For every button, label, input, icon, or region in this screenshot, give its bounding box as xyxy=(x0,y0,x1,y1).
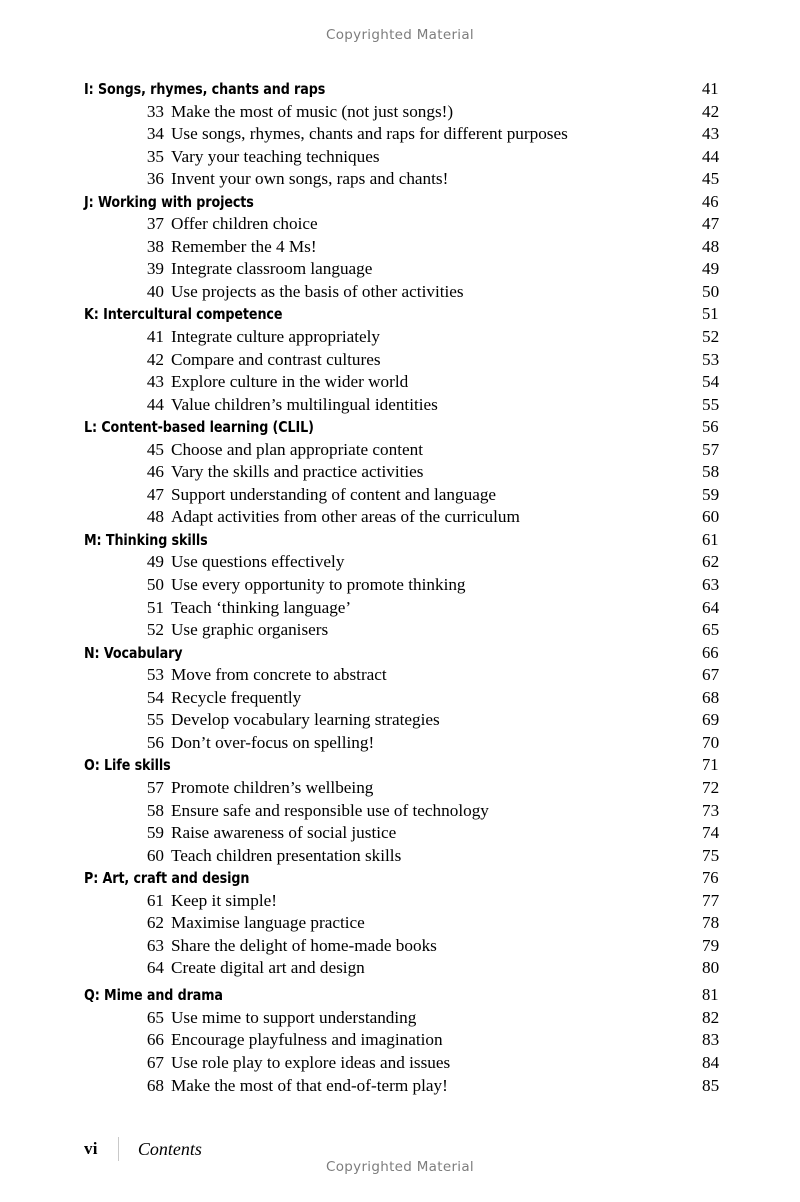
toc-entry-page-number: 77 xyxy=(702,890,720,910)
toc-entry-title: Use graphic organisers xyxy=(171,620,329,640)
toc-entry-title: Teach ‘thinking language’ xyxy=(171,597,352,617)
toc-entry-row[interactable] xyxy=(84,439,729,462)
toc-entry-title: Value children’s multilingual identities xyxy=(171,394,438,414)
toc-section xyxy=(84,754,729,867)
toc-section-heading-row[interactable] xyxy=(84,642,729,665)
toc-entry-row[interactable] xyxy=(84,845,729,868)
toc-section xyxy=(84,303,729,416)
toc-entry-page-number: 68 xyxy=(702,687,720,707)
toc-entry-number: 47 xyxy=(146,484,164,504)
toc-section xyxy=(84,867,729,980)
toc-entry-number: 43 xyxy=(146,372,164,392)
toc-section xyxy=(84,984,729,1097)
toc-section-heading-row[interactable] xyxy=(84,984,729,1007)
toc-entry-page-number: 72 xyxy=(702,777,720,797)
toc-entry-row[interactable] xyxy=(84,281,729,304)
toc-entry-row[interactable] xyxy=(84,709,729,732)
toc-entry-page-number: 63 xyxy=(702,575,720,595)
toc-entry-number: 64 xyxy=(146,958,164,978)
toc-entry-row[interactable] xyxy=(84,1075,729,1098)
toc-entry-number: 34 xyxy=(146,124,164,144)
toc-entry-number: 60 xyxy=(146,845,164,865)
toc-entry-page-number: 73 xyxy=(702,800,720,820)
toc-entry-title: Remember the 4 Ms! xyxy=(171,236,317,256)
toc-entry-row[interactable] xyxy=(84,484,729,507)
toc-entry-page-number: 42 xyxy=(702,101,720,121)
toc-section-page-number: 51 xyxy=(702,304,719,324)
toc-entry-page-number: 58 xyxy=(702,462,720,482)
toc-entry-title: Ensure safe and responsible use of technology xyxy=(171,800,489,820)
toc-section-heading: Q: Mime and drama xyxy=(84,986,223,1005)
toc-entry-page-number: 70 xyxy=(702,732,720,752)
toc-section-heading-row[interactable] xyxy=(84,191,729,214)
toc-entry-number: 51 xyxy=(146,597,164,617)
toc-entry-page-number: 83 xyxy=(702,1030,720,1050)
toc-entry-page-number: 49 xyxy=(702,259,720,279)
toc-entry-row[interactable] xyxy=(84,349,729,372)
toc-entry-page-number: 75 xyxy=(702,845,720,865)
toc-entry-title: Choose and plan appropriate content xyxy=(171,439,424,459)
toc-entry-row[interactable] xyxy=(84,957,729,980)
toc-entry-number: 49 xyxy=(146,552,164,572)
toc-entry-page-number: 67 xyxy=(702,665,720,685)
toc-entry-title: Move from concrete to abstract xyxy=(171,665,387,685)
toc-section-heading-row[interactable] xyxy=(84,78,729,101)
toc-entry-title: Raise awareness of social justice xyxy=(171,823,397,843)
toc-entry-title: Vary the skills and practice activities xyxy=(171,462,424,482)
toc-entry-row[interactable] xyxy=(84,664,729,687)
toc-entry-page-number: 53 xyxy=(702,349,720,369)
toc-entry-number: 42 xyxy=(146,349,164,369)
toc-section-heading-row[interactable] xyxy=(84,416,729,439)
toc-entry-title: Adapt activities from other areas of the curriculum xyxy=(171,507,520,527)
toc-entry-number: 39 xyxy=(146,259,164,279)
toc-section xyxy=(84,642,729,755)
toc-entry-row[interactable] xyxy=(84,236,729,259)
toc-entry-number: 53 xyxy=(146,665,164,685)
toc-entry-title: Make the most of that end-of-term play! xyxy=(171,1075,448,1095)
toc-entry-title: Vary your teaching techniques xyxy=(171,146,380,166)
toc-entry-number: 35 xyxy=(146,146,164,166)
toc-entry-title: Use projects as the basis of other activities xyxy=(171,281,464,301)
toc-entry-page-number: 45 xyxy=(702,169,720,189)
toc-entry-row[interactable] xyxy=(84,912,729,935)
toc-section xyxy=(84,529,729,642)
toc-entry-number: 67 xyxy=(146,1053,164,1073)
toc-entry-title: Integrate culture appropriately xyxy=(171,327,381,347)
toc-entry-page-number: 43 xyxy=(702,124,720,144)
toc-entry-row[interactable] xyxy=(84,371,729,394)
toc-entry-page-number: 44 xyxy=(702,146,720,166)
toc-entry-row[interactable] xyxy=(84,551,729,574)
toc-entry-title: Teach children presentation skills xyxy=(171,845,402,865)
toc-entry-page-number: 47 xyxy=(702,214,720,234)
toc-entry-number: 33 xyxy=(146,101,164,121)
toc-entry-title: Create digital art and design xyxy=(171,958,365,978)
toc-section xyxy=(84,191,729,304)
toc-entry-number: 41 xyxy=(146,327,164,347)
toc-entry-page-number: 69 xyxy=(702,710,720,730)
toc-entry-title: Compare and contrast cultures xyxy=(171,349,381,369)
toc-entry-row[interactable] xyxy=(84,123,729,146)
toc-section-heading: N: Vocabulary xyxy=(84,643,183,662)
toc-entry-page-number: 78 xyxy=(702,913,720,933)
table-of-contents xyxy=(84,78,729,1097)
toc-section xyxy=(84,78,729,191)
toc-section-heading: M: Thinking skills xyxy=(84,530,208,549)
toc-entry-page-number: 62 xyxy=(702,552,720,572)
toc-section-heading: I: Songs, rhymes, chants and raps xyxy=(84,80,326,98)
toc-section-heading-row[interactable] xyxy=(84,754,729,777)
toc-entry-title: Use questions effectively xyxy=(171,552,345,572)
toc-entry-row[interactable] xyxy=(84,258,729,281)
toc-entry-page-number: 59 xyxy=(702,484,720,504)
toc-entry-title: Develop vocabulary learning strategies xyxy=(171,710,440,730)
toc-entry-title: Make the most of music (not just songs!) xyxy=(171,101,454,121)
copyright-watermark-bottom: Copyrighted Material xyxy=(326,1159,474,1175)
toc-entry-row[interactable] xyxy=(84,800,729,823)
toc-section-page-number: 76 xyxy=(702,868,719,888)
toc-section-page-number: 81 xyxy=(702,985,719,1005)
toc-entry-title: Integrate classroom language xyxy=(171,259,373,279)
toc-entry-number: 50 xyxy=(146,575,164,595)
toc-section xyxy=(84,416,729,529)
toc-entry-page-number: 85 xyxy=(702,1075,720,1095)
toc-section-page-number: 71 xyxy=(702,755,719,775)
toc-entry-number: 59 xyxy=(146,823,164,843)
toc-entry-title: Use role play to explore ideas and issues xyxy=(171,1053,451,1073)
toc-entry-title: Recycle frequently xyxy=(171,687,302,707)
toc-entry-page-number: 80 xyxy=(702,958,720,978)
toc-section-heading-row[interactable] xyxy=(84,303,729,326)
toc-entry-row[interactable] xyxy=(84,146,729,169)
toc-entry-number: 40 xyxy=(146,281,164,301)
toc-entry-row[interactable] xyxy=(84,935,729,958)
toc-entry-page-number: 55 xyxy=(702,394,720,414)
toc-entry-title: Support understanding of content and language xyxy=(171,484,497,504)
toc-entry-row[interactable] xyxy=(84,1007,729,1030)
toc-entry-row[interactable] xyxy=(84,732,729,755)
toc-entry-page-number: 60 xyxy=(702,507,720,527)
footer-section-label: Contents xyxy=(137,1138,202,1159)
toc-section-heading: J: Working with projects xyxy=(84,192,254,211)
toc-section-heading-row[interactable] xyxy=(84,867,729,890)
toc-entry-number: 52 xyxy=(146,620,164,640)
toc-section-heading: L: Content-based learning (CLIL) xyxy=(84,418,314,437)
toc-section-heading-row[interactable] xyxy=(84,529,729,552)
toc-entry-number: 63 xyxy=(146,935,164,955)
toc-section-page-number: 61 xyxy=(702,529,719,549)
toc-entry-row[interactable] xyxy=(84,213,729,236)
toc-entry-row[interactable] xyxy=(84,822,729,845)
toc-entry-number: 48 xyxy=(146,507,164,527)
toc-entry-title: Explore culture in the wider world xyxy=(171,372,409,392)
copyright-watermark-top: Copyrighted Material xyxy=(326,27,474,43)
toc-entry-page-number: 64 xyxy=(702,597,720,617)
toc-entry-number: 61 xyxy=(146,890,164,910)
toc-entry-row[interactable] xyxy=(84,168,729,191)
toc-section-page-number: 41 xyxy=(702,79,719,98)
toc-entry-page-number: 50 xyxy=(702,281,720,301)
toc-entry-number: 55 xyxy=(146,710,164,730)
toc-entry-row[interactable] xyxy=(84,687,729,710)
toc-entry-title: Encourage playfulness and imagination xyxy=(171,1030,443,1050)
toc-section-heading: K: Intercultural competence xyxy=(84,305,283,324)
toc-entry-page-number: 48 xyxy=(702,236,720,256)
toc-section-heading: P: Art, craft and design xyxy=(84,869,250,888)
toc-entry-row[interactable] xyxy=(84,326,729,349)
toc-entry-title: Maximise language practice xyxy=(171,913,365,933)
toc-entry-number: 68 xyxy=(146,1075,164,1095)
toc-entry-page-number: 79 xyxy=(702,935,720,955)
toc-entry-page-number: 82 xyxy=(702,1007,720,1027)
toc-entry-row[interactable] xyxy=(84,890,729,913)
toc-entry-page-number: 74 xyxy=(702,823,720,843)
toc-entry-number: 62 xyxy=(146,913,164,933)
toc-entry-row[interactable] xyxy=(84,574,729,597)
toc-entry-number: 45 xyxy=(146,439,164,459)
toc-entry-number: 66 xyxy=(146,1030,164,1050)
toc-entry-row[interactable] xyxy=(84,1052,729,1075)
toc-entry-number: 58 xyxy=(146,800,164,820)
toc-entry-page-number: 65 xyxy=(702,620,720,640)
toc-section-page-number: 56 xyxy=(702,417,719,437)
toc-entry-number: 37 xyxy=(146,214,164,234)
toc-entry-number: 36 xyxy=(146,169,164,189)
toc-entry-row[interactable] xyxy=(84,1029,729,1052)
toc-section-page-number: 66 xyxy=(702,642,719,662)
toc-entry-number: 65 xyxy=(146,1007,164,1027)
toc-entry-page-number: 54 xyxy=(702,372,720,392)
toc-entry-page-number: 84 xyxy=(702,1053,720,1073)
toc-entry-page-number: 52 xyxy=(702,327,720,347)
toc-entry-number: 54 xyxy=(146,687,164,707)
toc-entry-title: Offer children choice xyxy=(171,214,318,234)
footer-page-number: vi xyxy=(84,1139,98,1158)
footer-divider xyxy=(118,1137,119,1161)
toc-entry-title: Share the delight of home-made books xyxy=(171,935,437,955)
toc-section-heading: O: Life skills xyxy=(84,756,171,775)
toc-entry-row[interactable] xyxy=(84,461,729,484)
toc-entry-number: 38 xyxy=(146,236,164,256)
toc-entry-row[interactable] xyxy=(84,506,729,529)
toc-entry-title: Don’t over-focus on spelling! xyxy=(171,732,375,752)
toc-section-page-number: 46 xyxy=(702,191,719,211)
toc-entry-row[interactable] xyxy=(84,101,729,124)
toc-entry-number: 57 xyxy=(146,777,164,797)
toc-entry-row[interactable] xyxy=(84,777,729,800)
toc-entry-page-number: 57 xyxy=(702,439,720,459)
toc-entry-title: Promote children’s wellbeing xyxy=(171,777,374,797)
toc-entry-title: Invent your own songs, raps and chants! xyxy=(171,169,449,189)
toc-entry-row[interactable] xyxy=(84,394,729,417)
toc-entry-row[interactable] xyxy=(84,597,729,620)
toc-entry-title: Use songs, rhymes, chants and raps for different purposes xyxy=(171,124,568,144)
toc-entry-row[interactable] xyxy=(84,619,729,642)
toc-entry-title: Keep it simple! xyxy=(171,890,277,910)
toc-entry-number: 46 xyxy=(146,462,164,482)
toc-entry-number: 44 xyxy=(146,394,164,414)
toc-entry-title: Use every opportunity to promote thinking xyxy=(171,575,466,595)
toc-entry-title: Use mime to support understanding xyxy=(171,1007,417,1027)
toc-entry-number: 56 xyxy=(146,732,164,752)
